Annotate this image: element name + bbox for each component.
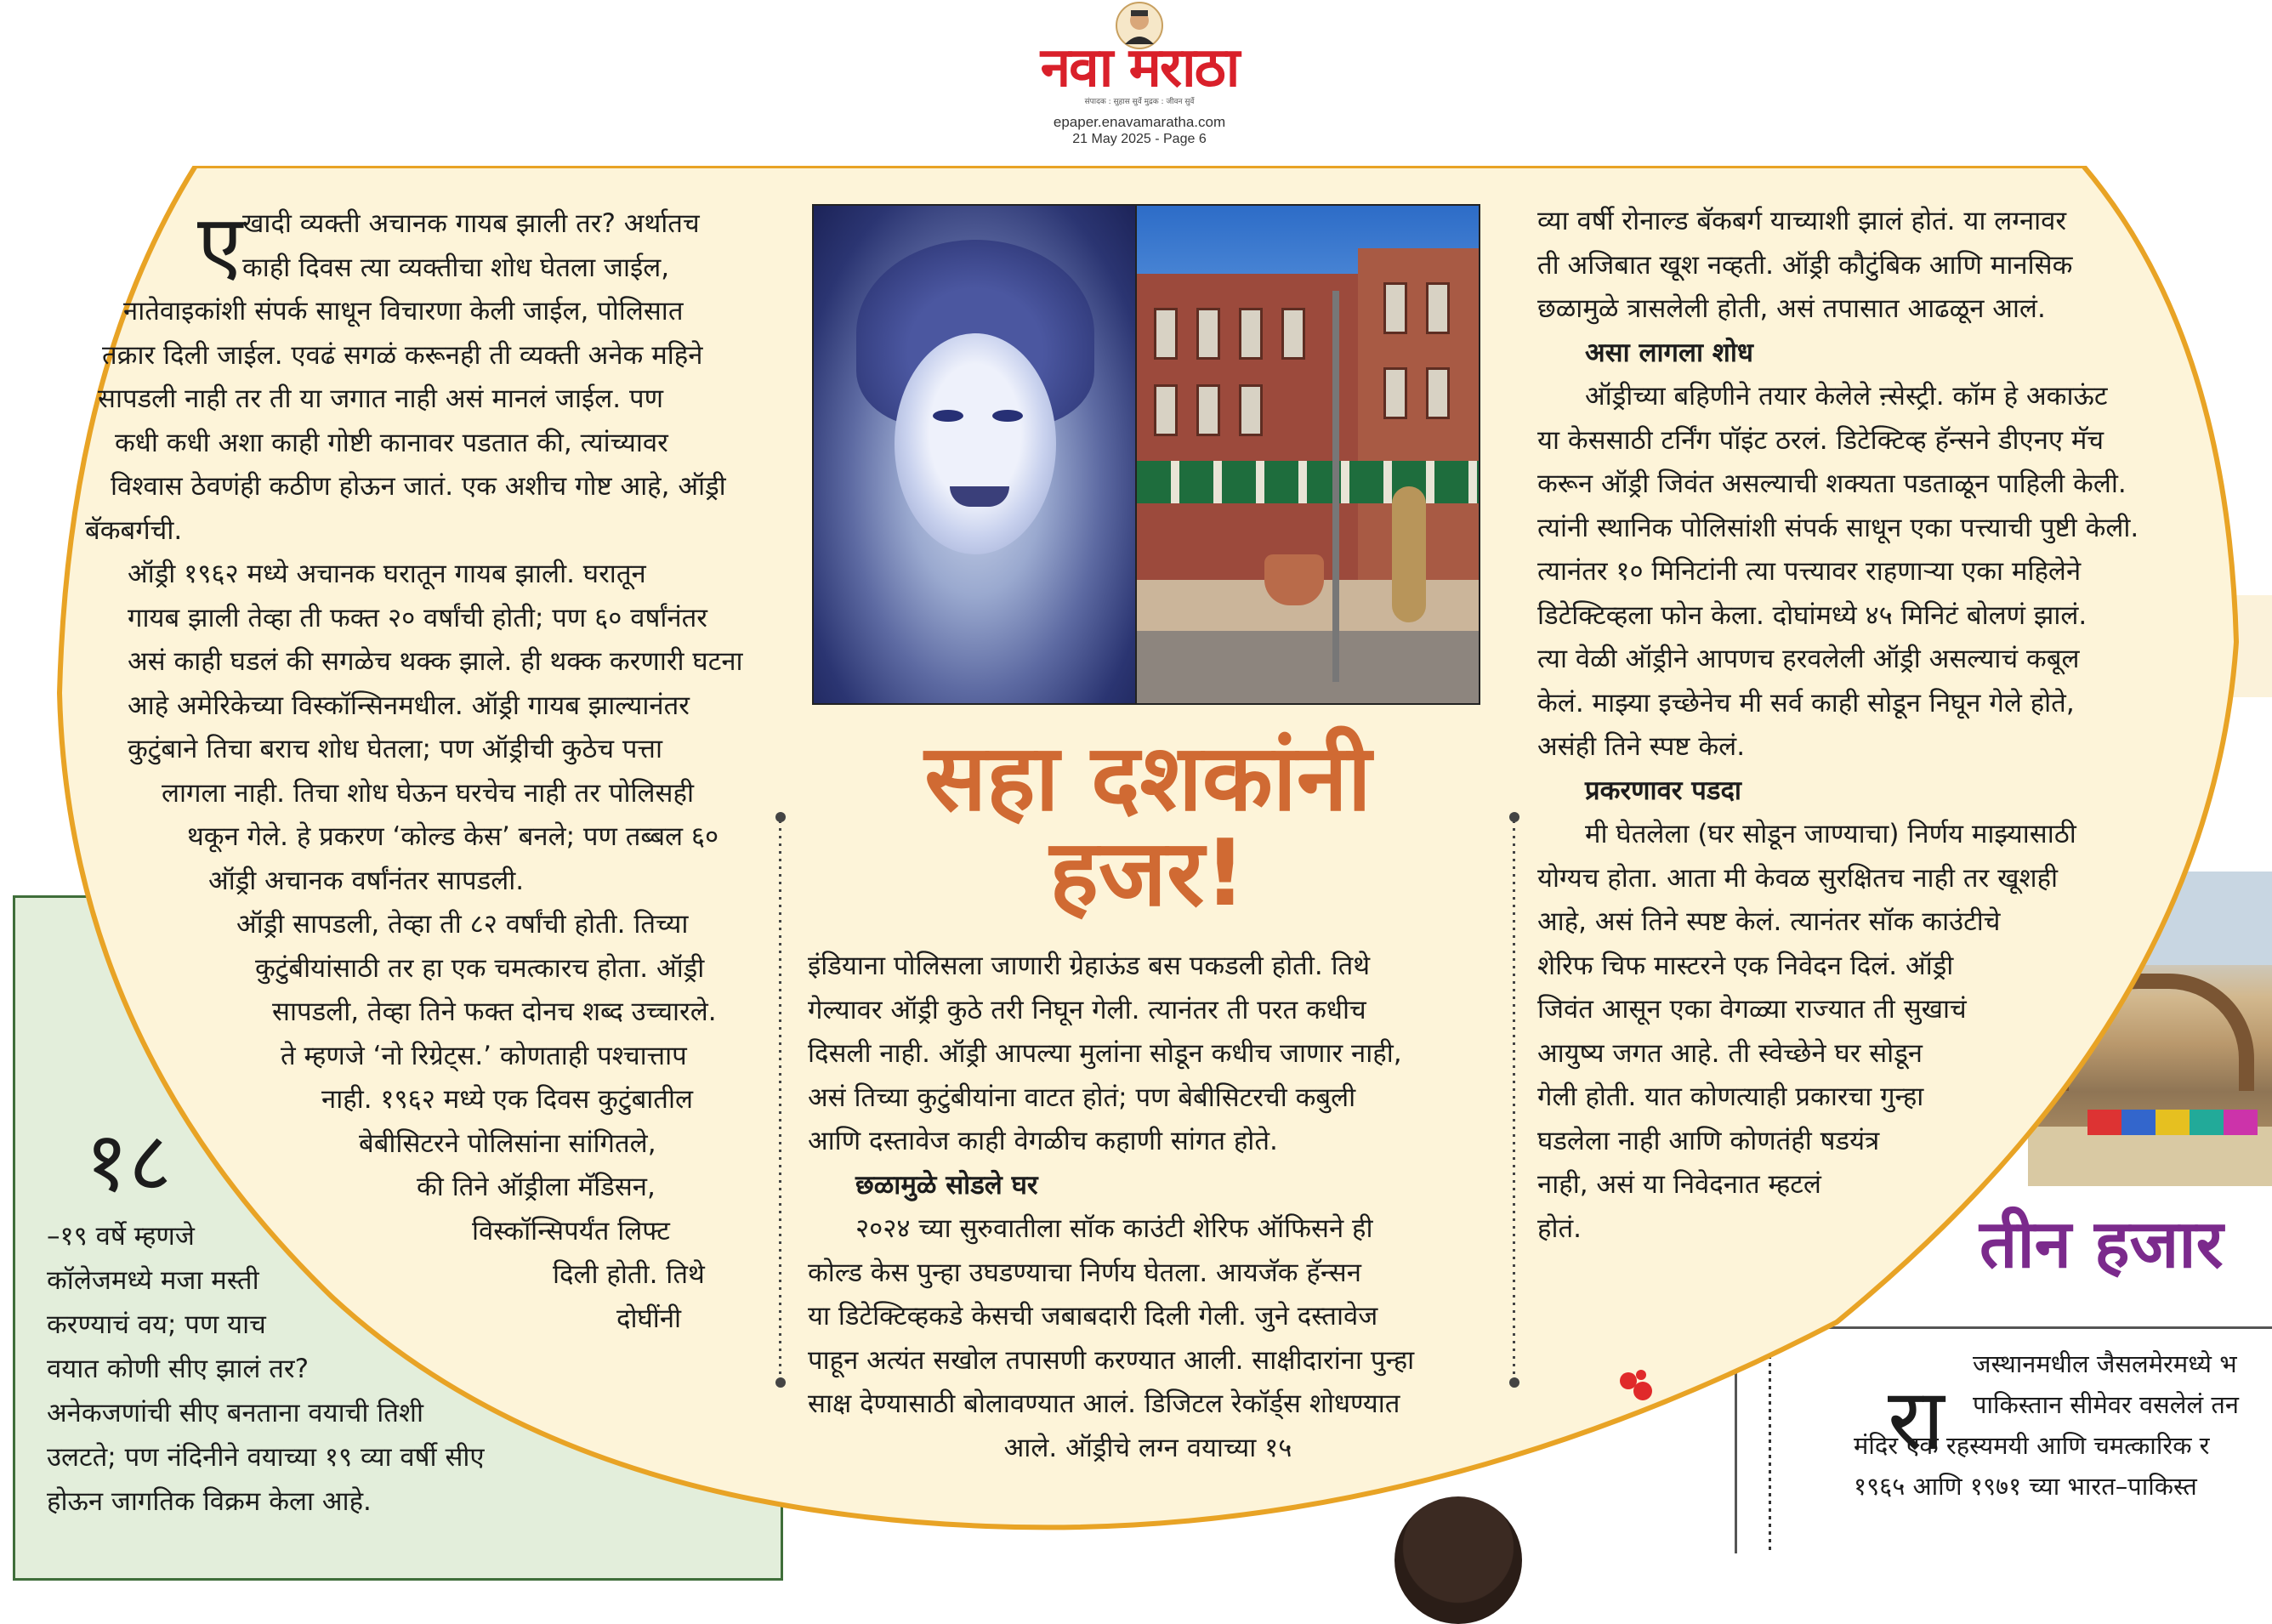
column-1-line: ऑड्री १९६२ मध्ये अचानक घरातून गायब झाली. घरातून: [128, 559, 646, 589]
headline-line: सहा दशकांनी: [924, 725, 1372, 832]
column-1-line: दोघींनी: [616, 1303, 682, 1334]
column-2-line: या डिटेक्टिव्हकडे केसची जबाबदारी दिली गेली. जुने दस्तावेज: [808, 1301, 1378, 1332]
column-1-line: विस्कॉन्सिपर्यंत लिफ्ट: [472, 1215, 670, 1246]
column-1-line: लागला नाही. तिचा शोध घेऊन घरचेच नाही तर पोलिसही: [162, 777, 694, 809]
main-headline: [799, 725, 1497, 927]
main-article-dropcap: ए: [197, 197, 243, 292]
column-1-line: खादी व्यक्ती अचानक गायब झाली तर? अर्थातच: [242, 208, 700, 239]
column-3-line: त्यानंतर १० मिनिटांनी त्या पत्त्यावर राहणाऱ्या एका महिलेने: [1537, 556, 2082, 587]
column-3-line: होतं.: [1537, 1212, 1582, 1244]
right-article-line: जस्थानमधील जैसलमेरमध्ये भ: [1973, 1349, 2237, 1378]
column-1-line: कुटुंबाने तिचा बराच शोध घेतला; पण ऑड्रीची कुठेच पत्ता: [128, 734, 662, 764]
right-article-line: मंदिर एक रहस्यमयी आणि चमत्कारिक र: [1854, 1431, 2210, 1460]
column-1-line: दिली होती. तिथे: [553, 1259, 705, 1290]
column-2-line: साक्ष देण्यासाठी बोलावण्यात आलं. डिजिटल रेकॉर्ड्स शोधण्यात: [808, 1388, 1400, 1419]
column-rule-left: [779, 821, 781, 1382]
newspaper-logo-title: नवा मराठा: [1040, 37, 1239, 99]
column-3-line: करून ऑड्री जिवंत असल्याची शक्यता पडताळून पाहिली केली.: [1537, 468, 2127, 499]
column-1-line: नाही. १९६२ मध्ये एक दिवस कुटुंबातील: [321, 1084, 694, 1115]
column-2-line: इंडियाना पोलिसला जाणारी ग्रेहाऊंड बस पकडली होती. तिथे: [808, 951, 1371, 981]
column-3-line: या केससाठी टर्निंग पॉइंट ठरलं. डिटेक्टिव्ह हॅन्सने डीएनए मॅच: [1537, 424, 2104, 456]
column-2-line: गेल्यावर ऑड्री कुठे तरी निघून गेली. त्यानंतर ती परत कधीच: [808, 994, 1366, 1025]
column-1-line: असं काही घडलं की सगळेच थक्क झाले. ही थक्क करणारी घटना: [128, 646, 743, 677]
green-article-line: होऊन जागतिक विक्रम केला आहे.: [47, 1486, 372, 1517]
right-article-headline: तीन हजार: [1979, 1207, 2224, 1283]
column-1-line: की तिने ऑड्रीला मॅडिसन,: [417, 1172, 656, 1202]
column-3-line: असंही तिने स्पष्ट केलं.: [1537, 731, 1746, 762]
column-2-line: कोल्ड केस पुन्हा उघडण्याचा निर्णय घेतला. आयजॅक हॅन्सन: [808, 1257, 1361, 1288]
column-3-line: जिवंत आसून एका वेगळ्या राज्यात ती सुखाचं: [1537, 994, 1967, 1025]
column-3-line: गेली होती. यात कोणत्याही प्रकारचा गुन्हा: [1537, 1082, 1924, 1112]
column-2-line: आणि दस्तावेज काही वेगळीच कहाणी सांगत होते.: [808, 1126, 1278, 1156]
town-street-photo: [1135, 204, 1480, 705]
column-2-line: पाहून अत्यंत सखोल तपासणी करण्यात आली. साक्षीदारांना पुन्हा: [808, 1344, 1415, 1376]
column-3-line: शेरिफ चिफ मास्टरने एक निवेदन दिलं. ऑड्री: [1537, 950, 1954, 981]
column-1-line: थकून गेले. हे प्रकरण ‘कोल्ड केस’ बनले; पण तब्बल ६०: [187, 821, 719, 852]
column-1-line: कधी कधी अशा काही गोष्टी कानावर पडतात की, त्यांच्यावर: [115, 427, 668, 458]
column-1-line: काही दिवस त्या व्यक्तीचा शोध घेतला जाईल,: [242, 252, 670, 283]
column-2-line: दिसली नाही. ऑड्री आपल्या मुलांना सोडून कधीच जाणार नाही,: [808, 1038, 1402, 1069]
column-1-line: सापडली नाही तर ती या जगात नाही असं मानलं जाईल. पण: [98, 383, 663, 414]
right-article-line: पाकिस्तान सीमेवर वसलेलं तन: [1973, 1390, 2239, 1419]
green-article-big-number: १८: [85, 1114, 172, 1211]
column-3-line: मी घेतलेला (घर सोडून जाण्याचा) निर्णय माझ्यासाठी: [1585, 819, 2076, 849]
column-3-line: त्यांनी स्थानिक पोलिसांशी संपर्क साधून एका पत्त्याची पुष्टी केली.: [1537, 512, 2139, 543]
green-article-line: –१९ वर्षे म्हणजे: [47, 1221, 195, 1252]
green-article-line: उलटते; पण नंदिनीने वयाच्या १९ व्या वर्षी सीए: [47, 1442, 485, 1473]
green-article-line: अनेकजणांची सीए बनताना वयाची तिशी: [47, 1398, 424, 1428]
column-3-subheading-search: असा लागला शोध: [1585, 337, 1753, 368]
right-article-dropcap: रा: [1888, 1370, 1945, 1469]
masthead: [978, 0, 1403, 153]
right-article-line: १९६५ आणि १९७१ च्या भारत–पाकिस्त: [1854, 1472, 2197, 1501]
column-3-line: छळामुळे त्रासलेली होती, असं तपासात आढळून आलं.: [1537, 293, 2046, 324]
column-3-line: घडलेला नाही आणि कोणतंही षडयंत्र: [1537, 1125, 1880, 1156]
column-3-line: व्या वर्षी रोनाल्ड बॅकबर्ग याच्याशी झालं होतं. या लग्नावर: [1537, 206, 2067, 236]
column-2-line: असं तिच्या कुटुंबीयांना वाटत होतं; पण बेबीसिटरची कबुली: [808, 1082, 1356, 1113]
column-3-line: केलं. माझ्या इच्छेनेच मी सर्व काही सोडून निघून गेले होते,: [1537, 687, 2075, 718]
column-3-line: डिटेक्टिव्हला फोन केला. दोघांमध्ये ४५ मिनिटं बोलणं झालं.: [1537, 599, 2087, 631]
column-rule-dot-bottom-left: [775, 1377, 786, 1388]
column-1-line: ते म्हणजे ‘नो रिग्रेट्स.’ कोणताही पश्चात्ताप: [281, 1040, 687, 1071]
column-3-line: आहे, असं तिने स्पष्ट केलं. त्यानंतर सॉक काउंटीचे: [1537, 906, 2001, 937]
main-article-column-2: [808, 947, 1488, 1473]
column-1-line: आहे अमेरिकेच्या विस्कॉन्सिनमधील. ऑड्री गायब झाल्यानंतर: [128, 690, 690, 721]
column-3-line: योग्यच होता. आता मी केवळ सुरक्षितच नाही तर खूशही: [1537, 862, 2059, 894]
column-2-line: आले. ऑड्रीचे लग्न वयाच्या १५: [1003, 1432, 1292, 1463]
column-3-line: ती अजिबात खूश नव्हती. ऑड्री कौटुंबिक आणि मानसिक: [1537, 249, 2073, 281]
column-1-line: गायब झाली तेव्हा ती फक्त २० वर्षांची होती; पण ६० वर्षांनंतर: [128, 602, 707, 633]
column-3-line: ऑड्रीच्या बहिणीने तयार केलेले ऩ्सेस्ट्री. कॉम हे अकाऊंट: [1585, 381, 2108, 412]
column-1-line: बॅकबर्गची.: [85, 514, 183, 546]
column-3-subheading-closure: प्रकरणावर पडदा: [1585, 775, 1741, 806]
green-article-line: कॉलेजमध्ये मजा मस्ती: [47, 1265, 259, 1296]
green-article-line: करण्याचं वय; पण याच: [47, 1309, 266, 1340]
column-rule-dot-bottom-right: [1509, 1377, 1519, 1388]
audrey-portrait-photo: [812, 204, 1139, 705]
column-1-line: विश्वास ठेवणंही कठीण होऊन जातं. एक अशीच गोष्ट आहे, ऑड्री: [111, 471, 726, 502]
article-end-ornament-icon: [1616, 1364, 1658, 1406]
column-rule-right: [1513, 821, 1515, 1382]
column-1-line: सापडली, तेव्हा तिने फक्त दोनच शब्द उच्चारले.: [272, 997, 717, 1027]
green-article-line: वयात कोणी सीए झालं तर?: [47, 1354, 310, 1384]
column-1-line: तक्रार दिली जाईल. एवढं सगळं करूनही ती व्यक्ती अनेक महिने: [102, 339, 703, 371]
main-article-column-3: [1537, 202, 2252, 1253]
column-3-line: त्या वेळी ऑड्रीने आपणच हरवलेली ऑड्री असल्याचं कबूल: [1537, 644, 2080, 674]
column-1-line: ऑड्री अचानक वर्षांनंतर सापडली.: [208, 865, 525, 896]
headline-line: हजर!: [1049, 821, 1247, 927]
column-1-line: कुटुंबीयांसाठी तर हा एक चमत्कारच होता. ऑड्री: [255, 952, 705, 984]
column-1-line: ऑड्री सापडली, तेव्हा ती ८२ वर्षांची होती. तिच्या: [236, 909, 689, 940]
edition-date: 21 May 2025 - Page 6: [1072, 132, 1207, 146]
column-1-line: नातेवाइकांशी संपर्क साधून विचारणा केली जाईल, पोलिसात: [123, 296, 684, 327]
column-3-line: आयुष्य जगत आहे. ती स्वेच्छेने घर सोडून: [1537, 1037, 1923, 1069]
column-2-subheading: छळामुळे सोडले घर: [855, 1169, 1038, 1201]
column-1-line: बेबीसिटरने पोलिसांना सांगितले,: [359, 1127, 656, 1159]
column-2-line: २०२४ च्या सुरुवातीला सॉक काउंटी शेरिफ ऑफिसने ही: [855, 1213, 1373, 1244]
epaper-url[interactable]: epaper.enavamaratha.com: [1053, 114, 1226, 130]
main-article-column-1: [85, 197, 782, 1341]
column-3-line: नाही, असं या निवेदनात म्हटलं: [1537, 1169, 1821, 1200]
masthead-tagline: संपादक : सुहास सुर्वे मुद्रक : जीवन सुर्वे: [1084, 98, 1195, 106]
